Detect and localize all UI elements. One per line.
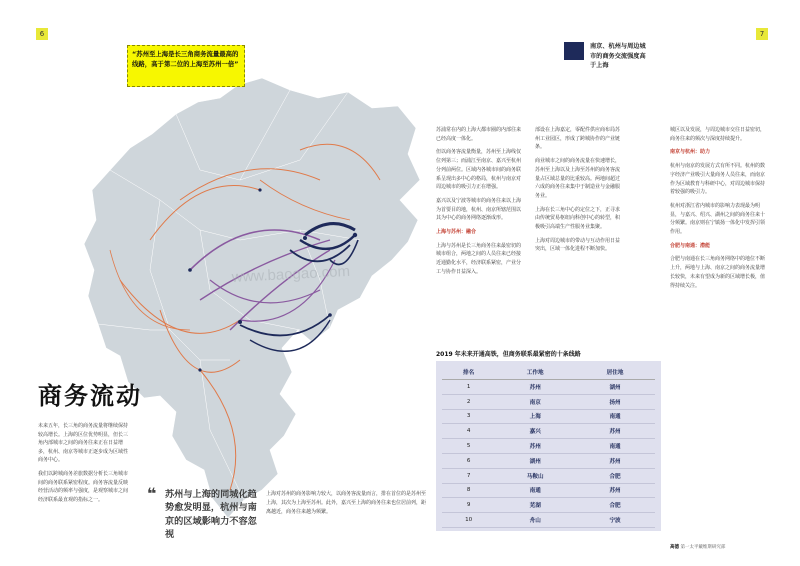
work-city-cell: 湖州 (495, 453, 575, 468)
footer (670, 544, 770, 550)
text-column-3 (670, 126, 768, 541)
work-city-cell: 上海 (495, 409, 575, 424)
column-paragraph: 上海在长三角中心的定位之下，正寻求由传统贸易枢纽向科创中心的转型，积极吸引高端生产性服务业集聚。 (535, 206, 621, 231)
page-number-left: 6 (36, 28, 48, 40)
table-row (442, 394, 655, 409)
work-city-cell: 马鞍山 (495, 468, 575, 483)
rank-cell: 5 (442, 439, 495, 454)
left-body-paragraph: 我们以跨城商务差旅数据分析长三角城市间的商务联系紧密程度。商务客流量反映经营活动的频率与强度，是观察城市之间经济联系最直观的指标之一。 (38, 470, 129, 503)
table-header-rank: 排名 (442, 365, 495, 380)
table-row (442, 498, 655, 513)
subheading: 南京与杭州：助力 (670, 149, 711, 156)
home-city-cell: 苏州 (575, 424, 655, 439)
highlight-callout: “苏州至上海是长三角商务流量最高的线路，高于第二位的上海至苏州一倍” (127, 45, 245, 87)
routes-table-box (436, 361, 661, 531)
home-city-cell: 苏州 (575, 453, 655, 468)
work-city-cell: 苏州 (495, 380, 575, 395)
text-column-2 (535, 126, 623, 356)
page-number-right: 7 (756, 28, 768, 40)
column-paragraph: 杭州对浙江省内城市的影响力表现最为明显，与嘉兴、绍兴、湖州之间的商务往来十分频繁。南京则在宁镇扬一体化中发挥引领作用。 (670, 202, 766, 236)
column-paragraph: 苏浦常在内的上海大都市圈的内部往来已经高度一体化。 (436, 127, 522, 142)
column-paragraph: 但以商务客流量衡量，苏州至上海线仅位列第三；而浦江至南京、嘉兴至杭州分列前两位。区域内各城市间的商务联系呈现出多中心的格局，杭州与南京对周边城市的吸引力正在增强。 (436, 149, 522, 191)
column-paragraph: 合肥与南通在长三角商务网络中的地位不断上升，两地与上海、南京之间的商务流量增长较快，未来有望成为新的区域增长极，值得持续关注。 (670, 256, 766, 289)
table-row (442, 409, 655, 424)
column-paragraph: 部设在上海嘉定，零配件供应商布局苏州工业园区，形成了跨城协作的产业链条。 (535, 127, 621, 151)
rank-cell: 2 (442, 394, 495, 409)
work-city-cell: 舟山 (495, 513, 575, 528)
text-column-1 (436, 126, 522, 356)
work-city-cell: 南通 (495, 483, 575, 498)
work-city-cell: 南京 (495, 394, 575, 409)
work-city-cell: 芜湖 (495, 498, 575, 513)
table-row (442, 483, 655, 498)
pull-quote: 苏州与上海的同城化趋势愈发明显，杭州与南京的区域影响力不容忽视 (165, 489, 257, 540)
map-watermark: www.baogao.com (231, 262, 351, 286)
column-paragraph: 城区以及发展，与周边城市交往日益密切，商务往来的频次与深度持续提升。 (670, 127, 766, 142)
home-city-cell: 宁波 (575, 513, 655, 528)
column-paragraph: 上海对周边城市的带动与互动作用日益突出，区域一体化进程不断加快。 (535, 237, 621, 253)
table-title: 2019 年未来开通高铁，但商务联系最紧密的十条线路 (436, 351, 581, 358)
table-row (442, 468, 655, 483)
table-row (442, 453, 655, 468)
rank-cell: 3 (442, 409, 495, 424)
table-header-row (442, 365, 655, 380)
legend-swatch (564, 42, 584, 60)
footer-text: 第一太平戴维斯研究部 (680, 545, 726, 550)
quote-mark-icon: ❝ (147, 484, 157, 503)
rank-cell: 7 (442, 468, 495, 483)
rank-cell: 1 (442, 380, 495, 395)
table-row (442, 380, 655, 395)
table-header-work: 工作地 (495, 365, 575, 380)
home-city-cell: 合肥 (575, 498, 655, 513)
column-paragraph: 杭州与南京的发展方式有所不同。杭州的数字经济产业吸引大量商务人员往来，而南京作为区域教育与科研中心，对周边城市保持着较强的吸引力。 (670, 163, 766, 196)
home-city-cell: 扬州 (575, 394, 655, 409)
home-city-cell: 南通 (575, 439, 655, 454)
column-paragraph: 嘉兴以及宁波等城市的商务往来以上海为首要目的地，杭州、南京所辖范围以其为中心的商务网络逐渐成形。 (436, 197, 522, 222)
subheading: 上海与苏州：融合 (436, 229, 477, 236)
rank-cell: 8 (442, 483, 495, 498)
rank-cell: 6 (442, 453, 495, 468)
footer-brand: 高德 (670, 545, 679, 550)
mid-body-text: 上海对苏州的商务影响力较大，以商务客流量而言，排在首位的是苏州至上海，其次为上海至苏州。此外，嘉兴至上海的商务往来也位居前列，距离越近，商务往来越为频繁。 (266, 491, 427, 515)
routes-table (442, 365, 655, 528)
column-paragraph: 上海与苏州是长三角商务往来最密切的城市组合，两地之间的人员往来已经接近通勤化水平，经济联系紧密，产业分工与协作日益深入。 (436, 242, 522, 275)
work-city-cell: 苏州 (495, 439, 575, 454)
rank-cell: 10 (442, 513, 495, 528)
rank-cell: 9 (442, 498, 495, 513)
table-header-home: 居住地 (575, 365, 655, 380)
map-caption: 南京、杭州与周边城市的商务交流强度高于上海 (590, 43, 646, 70)
table-row (442, 439, 655, 454)
home-city-cell: 南通 (575, 409, 655, 424)
subheading: 合肥与南通：潜能 (670, 242, 711, 249)
left-body-paragraph: 未来五年，长三角的商务流量将继续保持较高增长。上海的区位优势明显，但长三角内部城市之间的商务往来正在日益增多，杭州、南京等城市正逐步成为区域性商务中心。 (38, 423, 129, 464)
left-body-text (38, 422, 128, 509)
rank-cell: 4 (442, 424, 495, 439)
home-city-cell: 湖州 (575, 380, 655, 395)
table-row (442, 424, 655, 439)
section-title: 商务流动 (38, 382, 142, 410)
work-city-cell: 嘉兴 (495, 424, 575, 439)
table-row (442, 513, 655, 528)
home-city-cell: 合肥 (575, 468, 655, 483)
column-paragraph: 商业城市之间的商务流量在快速增长，苏州至上海以及上海至苏州的商务客流量占区域总量的比重较高。两地间超过六成的商务往来集中于制造业与金融服务业。 (535, 158, 621, 199)
home-city-cell: 苏州 (575, 483, 655, 498)
